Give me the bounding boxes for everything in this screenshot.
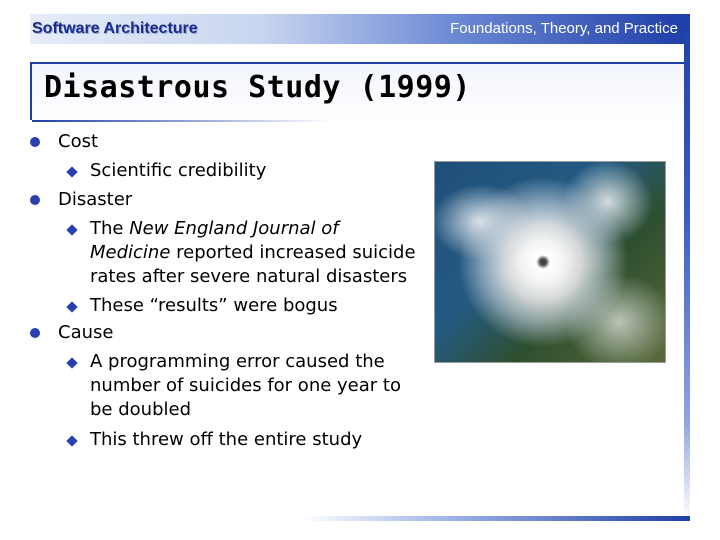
diamond-bullet-icon (66, 357, 77, 368)
journal-name-part1: New England Journal of (129, 218, 339, 239)
sub-bullet-text: This threw off the entire study (90, 429, 363, 450)
sub-bullet-text: A programming error caused the (90, 351, 385, 372)
slide-title: Disastrous Study (1999) (44, 70, 471, 105)
course-title: Software Architecture (32, 20, 198, 37)
sub-bullet-journal-line2 (90, 241, 416, 265)
right-decorative-rule (684, 14, 690, 520)
sub-bullet-journal-line3: rates after severe natural disasters (90, 266, 408, 287)
sub-bullet-programming-error-line2: number of suicides for one year to (90, 375, 401, 396)
diamond-bullet-icon (66, 166, 77, 177)
bullet-dot-icon (30, 195, 40, 205)
bullet-cost (58, 130, 98, 154)
bullet-label: Cost (58, 131, 99, 152)
journal-name-part2: Medicine (90, 242, 171, 263)
hurricane-satellite-photo (434, 161, 666, 363)
bullet-dot-icon (30, 137, 40, 147)
sub-bullet-threw-off (90, 428, 362, 452)
bullet-cause (58, 321, 113, 345)
bullet-label: Disaster (58, 189, 133, 210)
book-subtitle: Foundations, Theory, and Practice (450, 20, 678, 37)
sub-bullet-journal (90, 217, 339, 241)
bullet-disaster (58, 188, 132, 212)
sub-bullet-credibility (90, 159, 266, 183)
bottom-decorative-rule (300, 516, 690, 521)
sub-bullet-text: These “results” were bogus (90, 295, 338, 316)
diamond-bullet-icon (66, 301, 77, 312)
sub-bullet-programming-error-line3: be doubled (90, 399, 191, 420)
sub-bullet-text: reported increased suicide (170, 242, 416, 263)
sub-bullet-text: Scientific credibility (90, 160, 267, 181)
bullet-label: Cause (58, 322, 114, 343)
sub-bullet-programming-error (90, 350, 385, 374)
sub-bullet-bogus (90, 294, 338, 318)
sub-bullet-text-pre: The (90, 218, 130, 239)
diamond-bullet-icon (66, 435, 77, 446)
bullet-dot-icon (30, 328, 40, 338)
diamond-bullet-icon (66, 224, 77, 235)
